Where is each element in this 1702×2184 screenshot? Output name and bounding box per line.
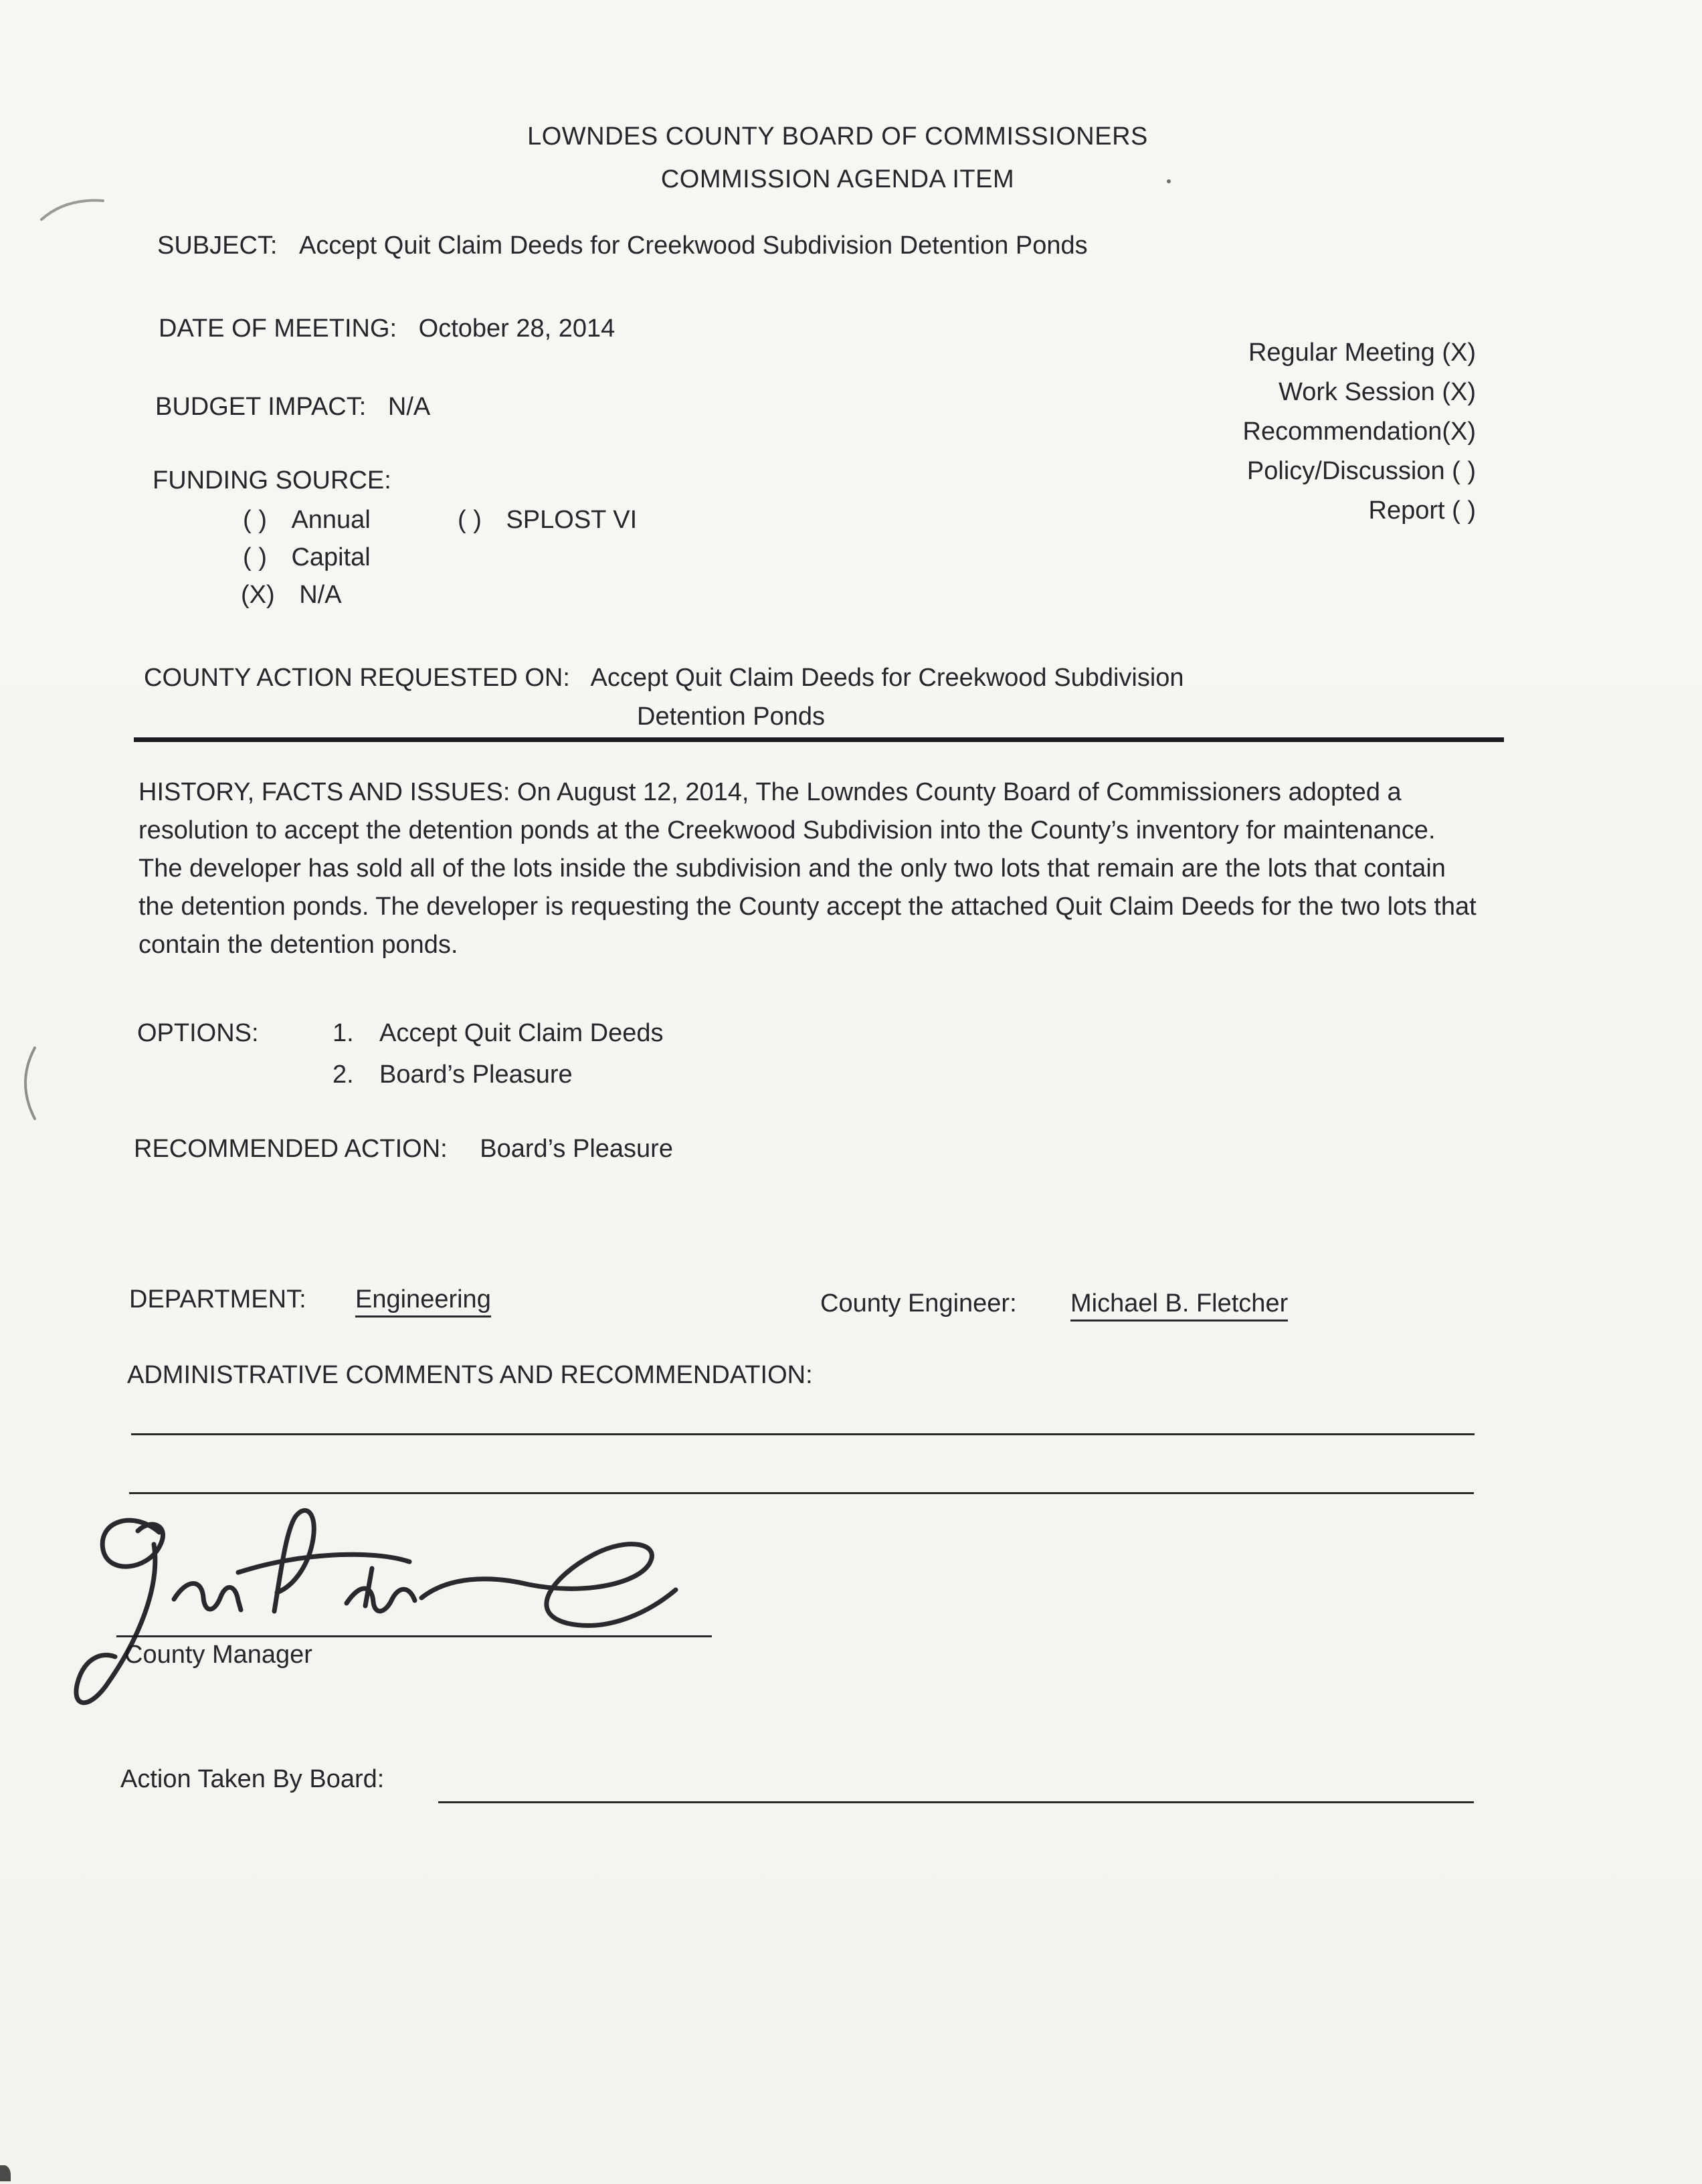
option-2-number: 2. (333, 1061, 354, 1089)
checklist-item-report: Report ( ) (1368, 496, 1476, 525)
checkbox-annual: ( ) (243, 506, 267, 534)
county-engineer-value: Michael B. Fletcher (1070, 1289, 1288, 1322)
date-of-meeting-row (159, 314, 615, 343)
budget-impact-row (155, 393, 430, 422)
option-item-1 (333, 1019, 664, 1048)
recommended-action-row (134, 1135, 673, 1164)
county-manager-signature (59, 1491, 715, 1732)
checklist-item-regular-meeting: Regular Meeting (X) (1248, 339, 1476, 367)
action-taken-row (120, 1765, 384, 1794)
checklist-item-recommendation: Recommendation(X) (1242, 418, 1476, 446)
scan-artifact-paren-left (12, 1044, 45, 1124)
funding-option-na (241, 581, 342, 610)
document-header (0, 115, 1689, 201)
recommended-action-value: Board’s Pleasure (480, 1135, 673, 1163)
county-engineer-label: County Engineer: (820, 1289, 1017, 1317)
department-row (0, 1285, 1702, 1332)
department-value: Engineering (355, 1285, 491, 1317)
history-facts-issues-paragraph (138, 774, 1477, 964)
header-title-line2: COMMISSION AGENDA ITEM (660, 165, 1015, 193)
funding-option-annual (243, 506, 371, 535)
history-text: On August 12, 2014, The Lowndes County Board of Commissioners adopted a resolution to accept the detention ponds at the Creekwood Subdivision into the County’s inventory for maintenance. The developer has sold all of the lots inside the subdivision and the only two lots that remain are the lots that contain the detention ponds. The developer is requesting the County accept the attached Quit Claim Deeds for the two lots that contain the detention ponds. (138, 778, 1477, 959)
signature-title: County Manager (124, 1641, 312, 1669)
funding-option-na-label: N/A (299, 581, 342, 609)
date-of-meeting-label: DATE OF MEETING: (159, 314, 397, 343)
checkbox-na: (X) (241, 581, 275, 609)
subject-row (157, 232, 1088, 260)
scan-artifact-corner (0, 2165, 11, 2181)
option-item-2 (333, 1061, 573, 1089)
county-action-label: COUNTY ACTION REQUESTED ON: (144, 664, 570, 692)
funding-option-splost (458, 506, 637, 535)
checkbox-splost: ( ) (458, 506, 482, 534)
administrative-comments-label: ADMINISTRATIVE COMMENTS AND RECOMMENDATION: (127, 1361, 813, 1389)
section-divider-rule (134, 737, 1504, 742)
action-taken-label: Action Taken By Board: (120, 1765, 385, 1793)
county-action-row (144, 664, 1184, 693)
scan-artifact-dot (1167, 179, 1171, 183)
meeting-type-checklist (1243, 333, 1476, 531)
funding-option-capital-label: Capital (291, 543, 371, 571)
history-label: HISTORY, FACTS AND ISSUES: (138, 778, 510, 806)
subject-value: Accept Quit Claim Deeds for Creekwood Subdivision Detention Ponds (299, 232, 1088, 260)
department-label: DEPARTMENT: (129, 1285, 306, 1313)
funding-option-splost-label: SPLOST VI (506, 506, 638, 534)
checkbox-capital: ( ) (243, 543, 267, 571)
subject-label: SUBJECT: (157, 232, 278, 260)
checklist-item-work-session: Work Session (X) (1279, 378, 1476, 406)
county-action-value-line2: Detention Ponds (637, 703, 825, 731)
budget-impact-label: BUDGET IMPACT: (155, 393, 367, 421)
county-action-value-line1: Accept Quit Claim Deeds for Creekwood Subdivision (590, 664, 1184, 692)
funding-option-capital (243, 543, 371, 572)
header-title-line1: LOWNDES COUNTY BOARD OF COMMISSIONERS (527, 122, 1148, 151)
funding-source-label: FUNDING SOURCE: (153, 466, 391, 494)
date-of-meeting-value: October 28, 2014 (418, 314, 616, 343)
checklist-item-policy-discussion: Policy/Discussion ( ) (1246, 457, 1476, 485)
option-2-text: Board’s Pleasure (379, 1061, 573, 1089)
recommended-action-label: RECOMMENDED ACTION: (134, 1135, 448, 1163)
options-label: OPTIONS: (137, 1019, 259, 1047)
option-1-number: 1. (333, 1019, 354, 1047)
funding-option-annual-label: Annual (291, 506, 371, 534)
option-1-text: Accept Quit Claim Deeds (379, 1019, 664, 1047)
action-taken-line (438, 1801, 1474, 1803)
scan-artifact-curve-top (39, 191, 119, 232)
budget-impact-value: N/A (387, 393, 431, 421)
admin-comment-line-1 (131, 1433, 1475, 1435)
